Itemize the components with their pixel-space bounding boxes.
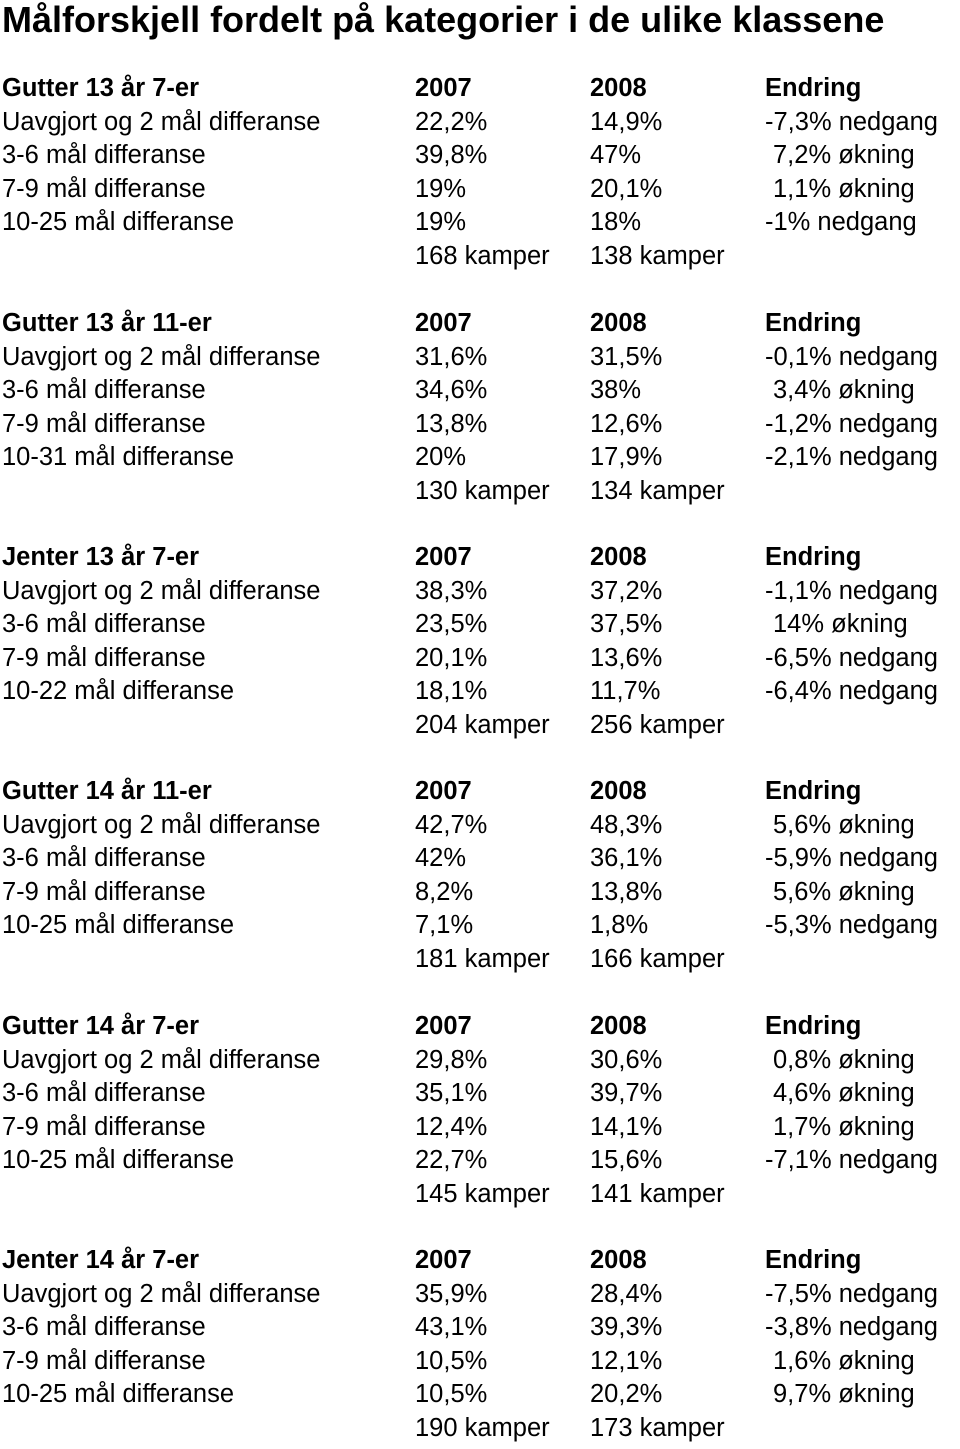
value-2007: 42% xyxy=(415,844,467,872)
goal-difference-label: Uavgjort og 2 mål differanse xyxy=(2,107,321,136)
change-value: -7,1% nedgang xyxy=(765,1146,938,1174)
table-row xyxy=(0,106,960,140)
match-count-row xyxy=(0,240,960,274)
change-heading: Endring xyxy=(765,543,862,571)
value-2008: 20,1% xyxy=(590,174,663,203)
table-row xyxy=(0,1077,960,1111)
value-2008: 15,6% xyxy=(590,1146,663,1174)
goal-difference-label: Uavgjort og 2 mål differanse xyxy=(2,810,321,839)
year-2007-heading: 2007 xyxy=(415,309,472,337)
table-header-row xyxy=(0,72,960,106)
value-2008: 12,6% xyxy=(590,409,663,438)
goal-difference-label: Uavgjort og 2 mål differanse xyxy=(2,576,321,605)
category-table xyxy=(0,307,960,508)
category-heading: Jenter 14 år 7-er xyxy=(2,1246,200,1274)
change-value: 1,6% økning xyxy=(773,1346,915,1375)
category-table xyxy=(0,1244,960,1445)
change-heading: Endring xyxy=(765,74,862,102)
value-2008: 39,3% xyxy=(590,1313,663,1341)
table-row xyxy=(0,1345,960,1379)
change-value: 14% økning xyxy=(773,610,908,638)
value-2008: 30,6% xyxy=(590,1045,663,1074)
value-2008: 48,3% xyxy=(590,810,663,839)
goal-difference-label: 10-22 mål differanse xyxy=(2,677,235,705)
year-2007-heading: 2007 xyxy=(415,543,472,571)
table-row xyxy=(0,608,960,642)
change-value: 9,7% økning xyxy=(773,1380,915,1408)
value-2007: 39,8% xyxy=(415,141,488,169)
table-row xyxy=(0,374,960,408)
value-2007: 10,5% xyxy=(415,1346,488,1375)
goal-difference-label: 10-25 mål differanse xyxy=(2,1146,235,1174)
value-2007: 38,3% xyxy=(415,576,488,605)
change-value: -6,5% nedgang xyxy=(765,643,938,672)
table-row xyxy=(0,642,960,676)
table-row xyxy=(0,1111,960,1145)
match-count-2007: 181 kamper xyxy=(415,944,550,973)
goal-difference-label: 10-25 mål differanse xyxy=(2,208,235,236)
table-row xyxy=(0,1378,960,1412)
table-header-row xyxy=(0,1244,960,1278)
change-value: 1,7% økning xyxy=(773,1112,915,1141)
table-row xyxy=(0,206,960,240)
goal-difference-label: 7-9 mål differanse xyxy=(2,174,206,203)
value-2008: 14,9% xyxy=(590,107,663,136)
table-row xyxy=(0,1311,960,1345)
page-title: Målforskjell fordelt på kategorier i de ulike klassene xyxy=(2,0,885,40)
change-value: -3,8% nedgang xyxy=(765,1313,938,1341)
match-count-2007: 168 kamper xyxy=(415,241,550,270)
year-2007-heading: 2007 xyxy=(415,74,472,102)
table-row xyxy=(0,408,960,442)
goal-difference-label: 3-6 mål differanse xyxy=(2,1079,206,1107)
change-value: -5,9% nedgang xyxy=(765,844,938,872)
match-count-row xyxy=(0,1178,960,1212)
category-heading: Gutter 13 år 7-er xyxy=(2,74,200,102)
change-value: -7,3% nedgang xyxy=(765,107,938,136)
table-row xyxy=(0,139,960,173)
change-value: 1,1% økning xyxy=(773,174,915,203)
value-2008: 39,7% xyxy=(590,1079,663,1107)
value-2008: 38% xyxy=(590,376,642,404)
change-heading: Endring xyxy=(765,777,862,805)
match-count-2008: 173 kamper xyxy=(590,1413,725,1442)
change-value: -1,2% nedgang xyxy=(765,409,938,438)
match-count-2008: 134 kamper xyxy=(590,476,725,505)
change-heading: Endring xyxy=(765,309,862,337)
goal-difference-label: 7-9 mål differanse xyxy=(2,1346,206,1375)
value-2008: 1,8% xyxy=(590,911,649,939)
match-count-2008: 141 kamper xyxy=(590,1179,725,1208)
value-2007: 29,8% xyxy=(415,1045,488,1074)
change-value: -5,3% nedgang xyxy=(765,911,938,939)
match-count-row xyxy=(0,709,960,743)
change-value: 3,4% økning xyxy=(773,376,915,404)
goal-difference-label: 3-6 mål differanse xyxy=(2,141,206,169)
value-2008: 28,4% xyxy=(590,1279,663,1308)
year-2008-heading: 2008 xyxy=(590,309,647,337)
change-value: 5,6% økning xyxy=(773,810,915,839)
value-2007: 35,9% xyxy=(415,1279,488,1308)
year-2008-heading: 2008 xyxy=(590,1246,647,1274)
category-table xyxy=(0,775,960,976)
goal-difference-label: 10-25 mål differanse xyxy=(2,1380,235,1408)
value-2008: 18% xyxy=(590,208,642,236)
value-2007: 22,2% xyxy=(415,107,488,136)
table-row xyxy=(0,341,960,375)
change-value: 7,2% økning xyxy=(773,141,915,169)
change-value: 5,6% økning xyxy=(773,877,915,906)
match-count-2008: 256 kamper xyxy=(590,710,725,739)
value-2007: 7,1% xyxy=(415,911,474,939)
table-row xyxy=(0,575,960,609)
table-row xyxy=(0,842,960,876)
value-2007: 34,6% xyxy=(415,376,488,404)
goal-difference-label: 10-31 mål differanse xyxy=(2,443,235,471)
value-2007: 19% xyxy=(415,174,467,203)
value-2008: 47% xyxy=(590,141,642,169)
value-2008: 14,1% xyxy=(590,1112,663,1141)
category-heading: Gutter 14 år 7-er xyxy=(2,1012,200,1040)
category-heading: Gutter 13 år 11-er xyxy=(2,309,212,337)
category-table xyxy=(0,72,960,273)
match-count-2008: 166 kamper xyxy=(590,944,725,973)
value-2008: 37,5% xyxy=(590,610,663,638)
goal-difference-label: Uavgjort og 2 mål differanse xyxy=(2,1045,321,1074)
table-row xyxy=(0,173,960,207)
table-row xyxy=(0,1044,960,1078)
value-2008: 36,1% xyxy=(590,844,663,872)
match-count-2007: 145 kamper xyxy=(415,1179,550,1208)
value-2007: 20,1% xyxy=(415,643,488,672)
year-2007-heading: 2007 xyxy=(415,777,472,805)
change-heading: Endring xyxy=(765,1246,862,1274)
table-row xyxy=(0,1144,960,1178)
change-value: -1,1% nedgang xyxy=(765,576,938,605)
change-value: 0,8% økning xyxy=(773,1045,915,1074)
goal-difference-label: 3-6 mål differanse xyxy=(2,1313,206,1341)
value-2007: 22,7% xyxy=(415,1146,488,1174)
goal-difference-label: 3-6 mål differanse xyxy=(2,376,206,404)
change-value: -6,4% nedgang xyxy=(765,677,938,705)
goal-difference-label: 3-6 mål differanse xyxy=(2,844,206,872)
value-2007: 42,7% xyxy=(415,810,488,839)
table-header-row xyxy=(0,307,960,341)
table-header-row xyxy=(0,1010,960,1044)
value-2008: 17,9% xyxy=(590,443,663,471)
table-header-row xyxy=(0,541,960,575)
value-2007: 13,8% xyxy=(415,409,488,438)
goal-difference-label: Uavgjort og 2 mål differanse xyxy=(2,1279,321,1308)
table-row xyxy=(0,909,960,943)
year-2007-heading: 2007 xyxy=(415,1246,472,1274)
value-2007: 43,1% xyxy=(415,1313,488,1341)
match-count-2007: 130 kamper xyxy=(415,476,550,505)
goal-difference-label: 7-9 mål differanse xyxy=(2,1112,206,1141)
table-row xyxy=(0,675,960,709)
value-2007: 19% xyxy=(415,208,467,236)
goal-difference-label: 7-9 mål differanse xyxy=(2,877,206,906)
value-2007: 8,2% xyxy=(415,877,474,906)
value-2007: 10,5% xyxy=(415,1380,488,1408)
value-2007: 20% xyxy=(415,443,467,471)
value-2007: 35,1% xyxy=(415,1079,488,1107)
change-value: -0,1% nedgang xyxy=(765,342,938,371)
category-heading: Jenter 13 år 7-er xyxy=(2,543,200,571)
goal-difference-label: 7-9 mål differanse xyxy=(2,409,206,438)
value-2008: 12,1% xyxy=(590,1346,663,1375)
change-value: 4,6% økning xyxy=(773,1079,915,1107)
category-table xyxy=(0,541,960,742)
year-2008-heading: 2008 xyxy=(590,777,647,805)
value-2007: 23,5% xyxy=(415,610,488,638)
change-value: -2,1% nedgang xyxy=(765,443,938,471)
value-2007: 18,1% xyxy=(415,677,488,705)
goal-difference-label: 7-9 mål differanse xyxy=(2,643,206,672)
value-2007: 12,4% xyxy=(415,1112,488,1141)
category-heading: Gutter 14 år 11-er xyxy=(2,777,212,805)
match-count-row xyxy=(0,475,960,509)
change-heading: Endring xyxy=(765,1012,862,1040)
value-2008: 31,5% xyxy=(590,342,663,371)
value-2008: 20,2% xyxy=(590,1380,663,1408)
goal-difference-label: 10-25 mål differanse xyxy=(2,911,235,939)
match-count-2007: 190 kamper xyxy=(415,1413,550,1442)
goal-difference-label: 3-6 mål differanse xyxy=(2,610,206,638)
value-2008: 11,7% xyxy=(590,677,661,705)
category-table xyxy=(0,1010,960,1211)
table-row xyxy=(0,876,960,910)
year-2008-heading: 2008 xyxy=(590,1012,647,1040)
value-2008: 13,6% xyxy=(590,643,663,672)
change-value: -1% nedgang xyxy=(765,208,917,236)
match-count-2008: 138 kamper xyxy=(590,241,725,270)
year-2008-heading: 2008 xyxy=(590,74,647,102)
goal-difference-label: Uavgjort og 2 mål differanse xyxy=(2,342,321,371)
table-row xyxy=(0,441,960,475)
match-count-row xyxy=(0,943,960,977)
value-2007: 31,6% xyxy=(415,342,488,371)
year-2007-heading: 2007 xyxy=(415,1012,472,1040)
value-2008: 13,8% xyxy=(590,877,663,906)
change-value: -7,5% nedgang xyxy=(765,1279,938,1308)
table-header-row xyxy=(0,775,960,809)
table-row xyxy=(0,1278,960,1312)
value-2008: 37,2% xyxy=(590,576,663,605)
table-row xyxy=(0,809,960,843)
year-2008-heading: 2008 xyxy=(590,543,647,571)
match-count-2007: 204 kamper xyxy=(415,710,550,739)
match-count-row xyxy=(0,1412,960,1446)
